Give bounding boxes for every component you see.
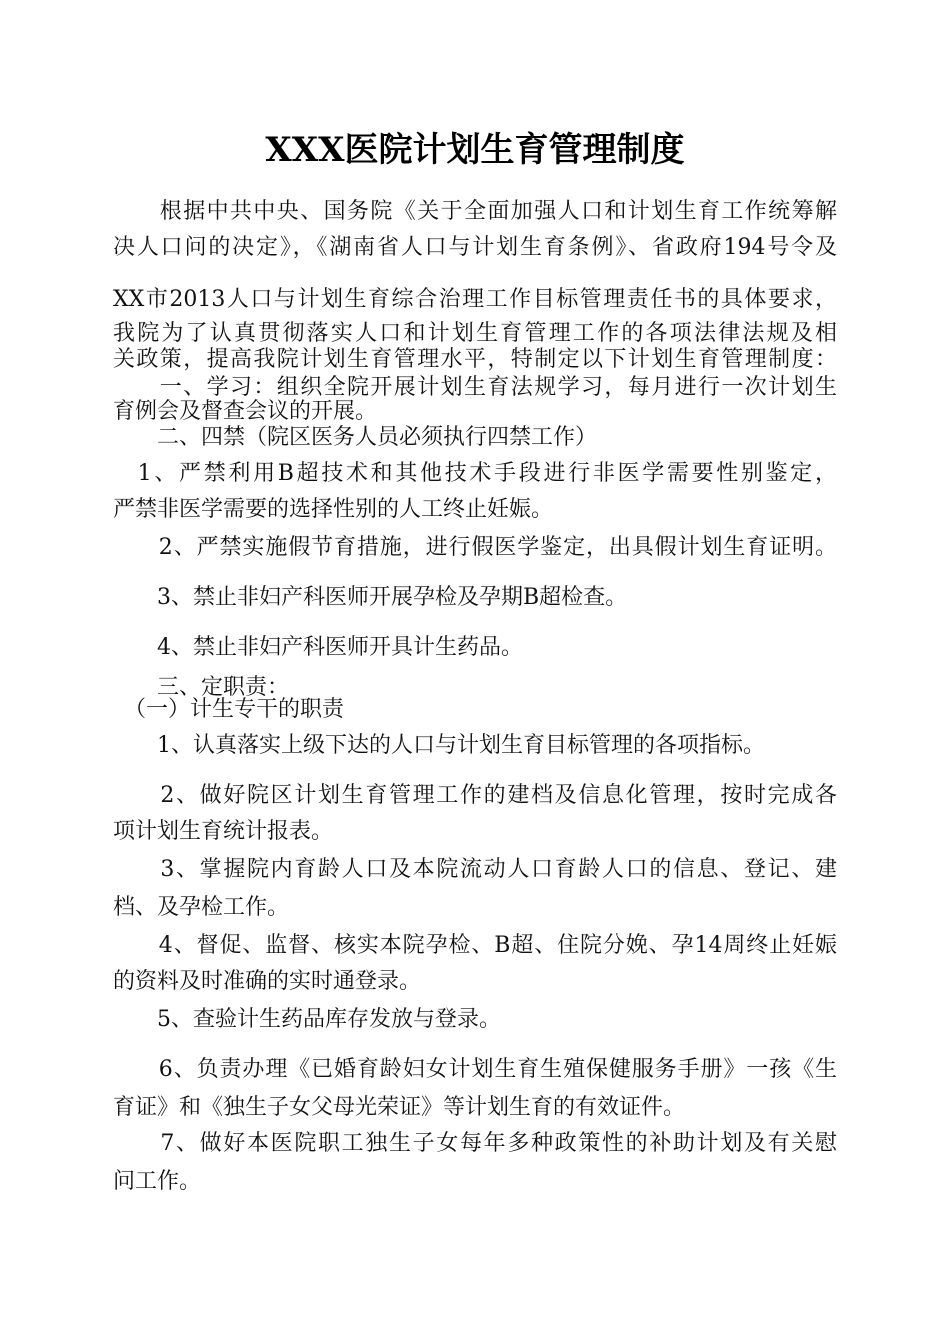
body-line-10: 严禁非医学需要的选择性别的人工终止妊娠。 (113, 497, 554, 522)
body-line-3: XX市2013人口与计划生育综合治理工作目标管理责任书的具体要求， (113, 287, 837, 312)
body-line-1: 根据中共中央、国务院《关于全面加强人口和计划生育工作统筹解 (113, 199, 837, 224)
body-line-11: 2、严禁实施假节育措施，进行假医学鉴定，出具假计划生育证明。 (113, 535, 837, 560)
body-line-6: 一、学习：组织全院开展计划生育法规学习，每月进行一次计划生 (113, 375, 837, 400)
body-line-15: （一）计生专干的职责 (113, 697, 345, 722)
body-line-7: 育例会及督查会议的开展。 (113, 399, 378, 424)
body-line-26: 7、做好本医院职工独生子女每年多种政策性的补助计划及有关慰 (113, 1131, 837, 1156)
body-line-20: 档、及孕检工作。 (113, 895, 290, 920)
body-line-17: 2、做好院区计划生育管理工作的建档及信息化管理，按时完成各 (113, 783, 837, 808)
body-line-23: 5、查验计生药品库存发放与登录。 (113, 1007, 501, 1032)
body-line-22: 的资料及时准确的实时通登录。 (113, 969, 422, 994)
body-line-4: 我院为了认真贯彻落实人口和计划生育管理工作的各项法律法规及相 (113, 321, 837, 346)
body-line-24: 6、负责办理《已婚育龄妇女计划生育生殖保健服务手册》一孩《生 (113, 1057, 837, 1082)
body-line-18: 项计划生育统计报表。 (113, 819, 334, 844)
body-line-12: 3、禁止非妇产科医师开展孕检及孕期B超检查。 (113, 585, 628, 610)
document-title: XXX医院计划生育管理制度 (265, 130, 685, 170)
body-line-9: 1、严禁利用B超技术和其他技术手段进行非医学需要性别鉴定， (113, 461, 837, 486)
body-line-25: 育证》和《独生子女父母光荣证》等计划生育的有效证件。 (113, 1095, 686, 1120)
body-line-2: 决人口问的决定》，《湖南省人口与计划生育条例》、省政府194号令及 (113, 235, 837, 260)
body-line-21: 4、督促、监督、核实本院孕检、B超、住院分娩、孕14周终止妊娠 (113, 933, 837, 958)
body-line-27: 问工作。 (113, 1169, 202, 1194)
body-line-19: 3、掌握院内育龄人口及本院流动人口育龄人口的信息、登记、建 (113, 857, 837, 882)
body-line-16: 1、认真落实上级下达的人口与计划生育目标管理的各项指标。 (113, 733, 765, 758)
body-line-14: 三、定职责： (113, 675, 290, 700)
body-line-5: 关政策，提高我院计划生育管理水平，特制定以下计划生育管理制度： (113, 347, 837, 372)
body-line-13: 4、禁止非妇产科医师开具计生药品。 (113, 635, 523, 660)
body-line-8: 二、四禁（院区医务人员必须执行四禁工作） (113, 425, 598, 450)
